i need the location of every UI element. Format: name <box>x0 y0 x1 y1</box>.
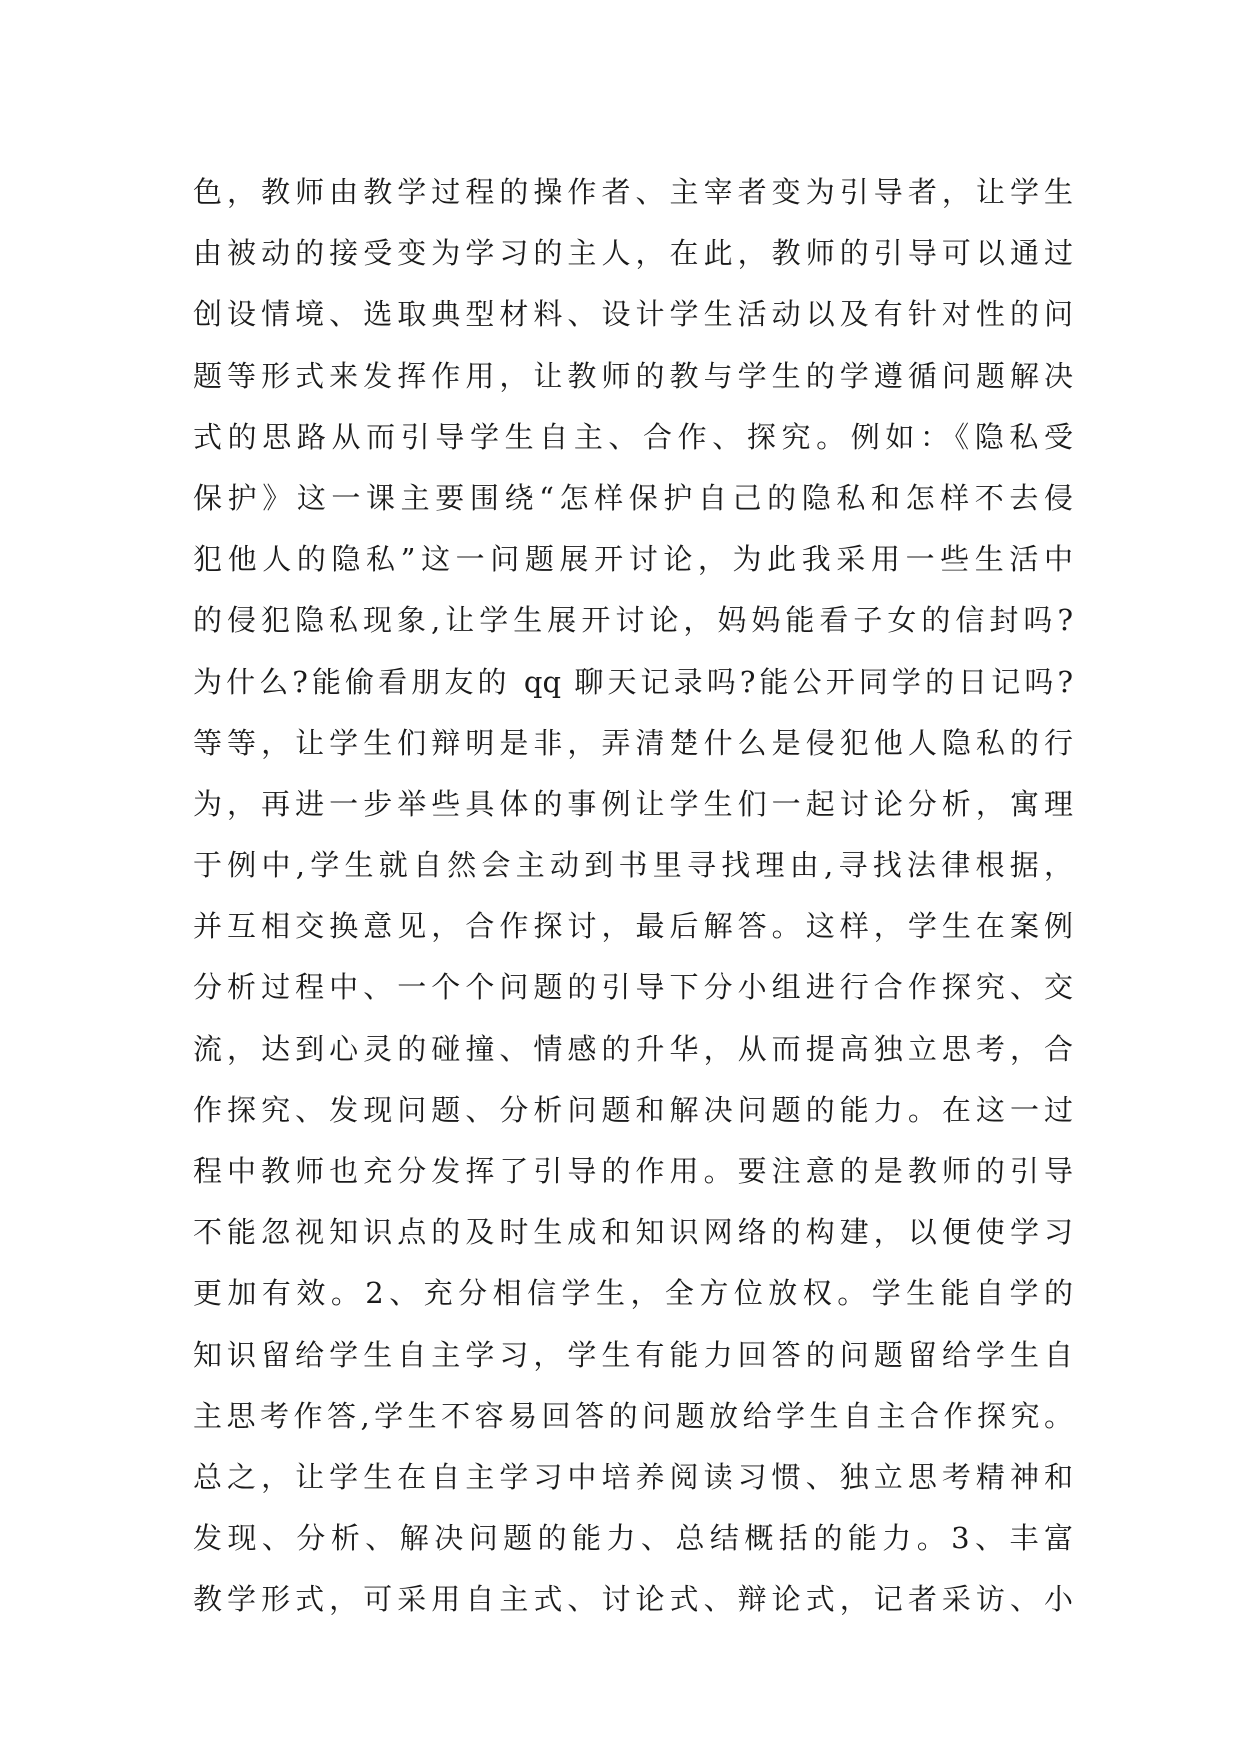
text-line: 由被动的接受变为学习的主人，在此，教师的引导可以通过 <box>193 236 1073 271</box>
text-line: 题等形式来发挥作用，让教师的教与学生的学遵循问题解决 <box>193 358 1073 393</box>
text-line: 作探究、发现问题、分析问题和解决问题的能力。在这一过 <box>193 1092 1073 1127</box>
text-line: 创设情境、选取典型材料、设计学生活动以及有针对性的问 <box>193 297 1073 332</box>
text-line: 总之，让学生在自主学习中培养阅读习惯、独立思考精神和 <box>193 1459 1073 1494</box>
text-line: 分析过程中、一个个问题的引导下分小组进行合作探究、交 <box>193 970 1073 1005</box>
text-line: 主思考作答,学生不容易回答的问题放给学生自主合作探究。 <box>193 1398 1073 1433</box>
text-line: 保护》这一课主要围绕“怎样保护自己的隐私和怎样不去侵 <box>193 480 1073 515</box>
text-line: 于例中,学生就自然会主动到书里寻找理由,寻找法律根据， <box>193 848 1073 883</box>
text-line: 并互相交换意见，合作探讨，最后解答。这样，学生在案例 <box>193 909 1073 944</box>
text-line: 更加有效。2、充分相信学生，全方位放权。学生能自学的 <box>193 1276 1073 1311</box>
text-line: 程中教师也充分发挥了引导的作用。要注意的是教师的引导 <box>193 1154 1073 1188</box>
text-line: 为什么?能偷看朋友的 qq 聊天记录吗?能公开同学的日记吗? <box>193 664 1073 699</box>
body-paragraph <box>193 162 1073 1631</box>
text-line: 等等，让学生们辩明是非，弄清楚什么是侵犯他人隐私的行 <box>193 725 1073 760</box>
text-line: 不能忽视知识点的及时生成和知识网络的构建，以便使学习 <box>193 1215 1073 1250</box>
text-line: 发现、分析、解决问题的能力、总结概括的能力。3、丰富 <box>193 1521 1073 1556</box>
text-line: 式的思路从而引导学生自主、合作、探究。例如：《隐私受 <box>193 419 1073 454</box>
text-line: 教学形式，可采用自主式、讨论式、辩论式，记者采访、小 <box>193 1582 1073 1617</box>
text-line: 为，再进一步举些具体的事例让学生们一起讨论分析，寓理 <box>193 786 1073 821</box>
text-line: 犯他人的隐私”这一问题展开讨论，为此我采用一些生活中 <box>193 542 1073 577</box>
text-line: 流，达到心灵的碰撞、情感的升华，从而提高独立思考，合 <box>193 1031 1073 1066</box>
text-line: 色，教师由教学过程的操作者、主宰者变为引导者，让学生 <box>193 175 1073 209</box>
text-line: 的侵犯隐私现象,让学生展开讨论，妈妈能看子女的信封吗? <box>193 603 1073 638</box>
text-line: 知识留给学生自主学习，学生有能力回答的问题留给学生自 <box>193 1337 1073 1372</box>
